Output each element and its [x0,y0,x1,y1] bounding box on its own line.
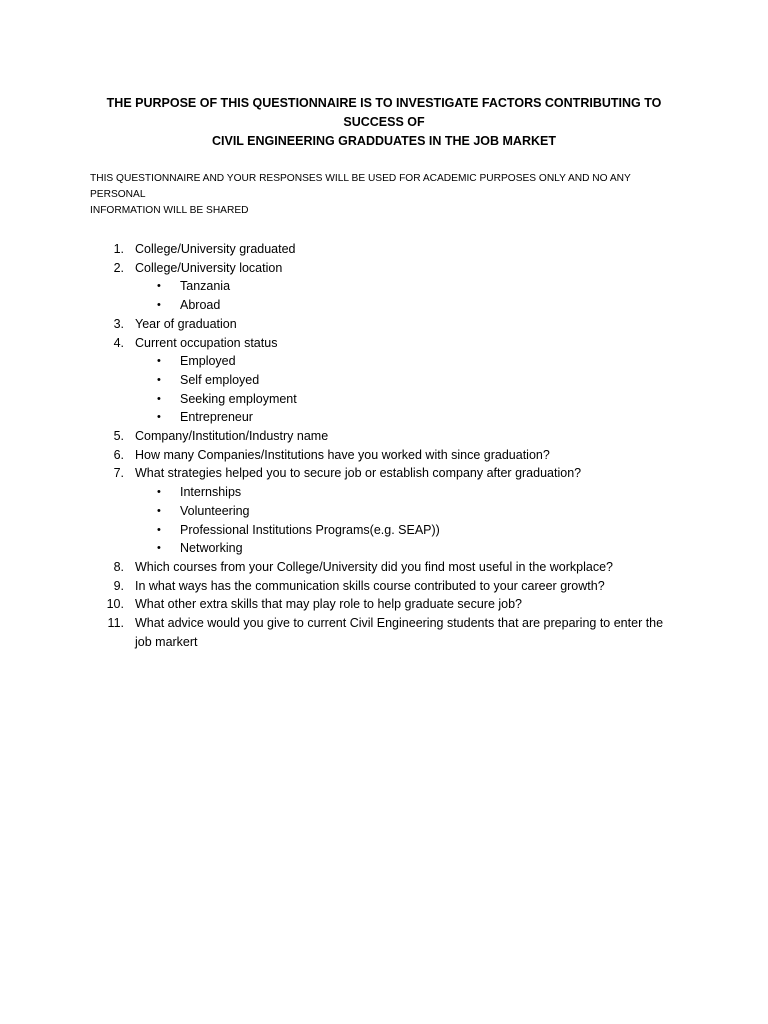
question-text: College/University graduated [135,242,296,256]
option-label: Internships [180,485,242,500]
bullet-icon: • [157,373,161,386]
notice-line-2: INFORMATION WILL BE SHARED [90,205,249,216]
option-label: Networking [180,541,243,556]
bullet-icon: • [157,355,161,368]
bullet-icon: • [157,542,161,555]
option-item [90,390,690,409]
question-item [90,427,690,446]
option-item [90,296,690,315]
option-item [90,521,690,540]
question-number: 7. [113,466,124,481]
title-line-1: THE PURPOSE OF THIS QUESTIONNAIRE IS TO INVESTIGATE FACTORS CONTRIBUTING TO SUCCESS OF [106,96,662,129]
option-item [90,352,690,371]
bullet-icon: • [157,411,161,424]
question-item [90,464,690,483]
question-number: 6. [113,447,124,462]
option-item [90,408,690,427]
option-label: Tanzania [180,279,231,294]
option-item [90,539,690,558]
option-label: Abroad [180,298,221,313]
question-item [90,315,690,334]
question-number: 3. [113,316,124,331]
question-number: 1. [113,242,124,256]
question-item [90,240,690,259]
bullet-icon: • [157,299,161,312]
title-line-2: CIVIL ENGINEERING GRADDUATES IN THE JOB MARKET [211,134,556,148]
question-item [90,259,690,278]
question-item [90,334,690,353]
option-label: Employed [180,354,236,369]
option-item [90,502,690,521]
option-item [90,371,690,390]
bullet-icon: • [157,504,161,517]
option-label: Self employed [180,372,260,387]
question-text: How many Companies/Institutions have you worked with since graduation? [135,447,550,462]
notice-line-1: THIS QUESTIONNAIRE AND YOUR RESPONSES WILL BE USED FOR ACADEMIC PURPOSES ONLY AND NO ANY PERSONAL [90,173,631,200]
bullet-icon: • [157,392,161,405]
bullet-icon: • [157,280,161,293]
question-text-continuation: job markert [135,634,198,649]
question-text: Current occupation status [135,335,278,350]
bullet-icon: • [157,486,161,499]
question-text: In what ways has the communication skills course contributed to your career growth? [135,578,605,593]
question-number: 2. [113,260,124,275]
question-number: 11. [107,616,124,631]
question-text: What strategies helped you to secure job or establish company after graduation? [135,466,582,481]
question-item [90,446,690,465]
option-label: Entrepreneur [180,410,253,425]
question-text: Company/Institution/Industry name [135,429,329,444]
question-item [90,577,690,596]
option-label: Volunteering [180,503,250,518]
question-number: 4. [113,335,124,350]
question-list [90,240,690,651]
privacy-notice [90,171,650,219]
option-label: Professional Institutions Programs(e.g. SEAP)) [180,522,440,537]
bullet-icon: • [157,523,161,536]
page-title [90,94,678,151]
question-item [90,558,690,577]
question-number: 8. [113,559,124,574]
question-text: Which courses from your College/University did you find most useful in the workplace? [135,559,613,574]
question-item [90,614,690,633]
option-item [90,277,690,296]
question-text: Year of graduation [135,316,237,331]
option-label: Seeking employment [180,391,297,406]
question-item [90,595,690,614]
option-item [90,483,690,502]
question-text: What advice would you give to current Civil Engineering students that are preparing to enter the [135,616,664,631]
question-number: 5. [113,429,124,444]
question-number: 9. [113,578,124,593]
question-text: College/University location [135,260,283,275]
question-number: 10. [106,597,124,612]
question-text: What other extra skills that may play role to help graduate secure job? [135,597,523,612]
